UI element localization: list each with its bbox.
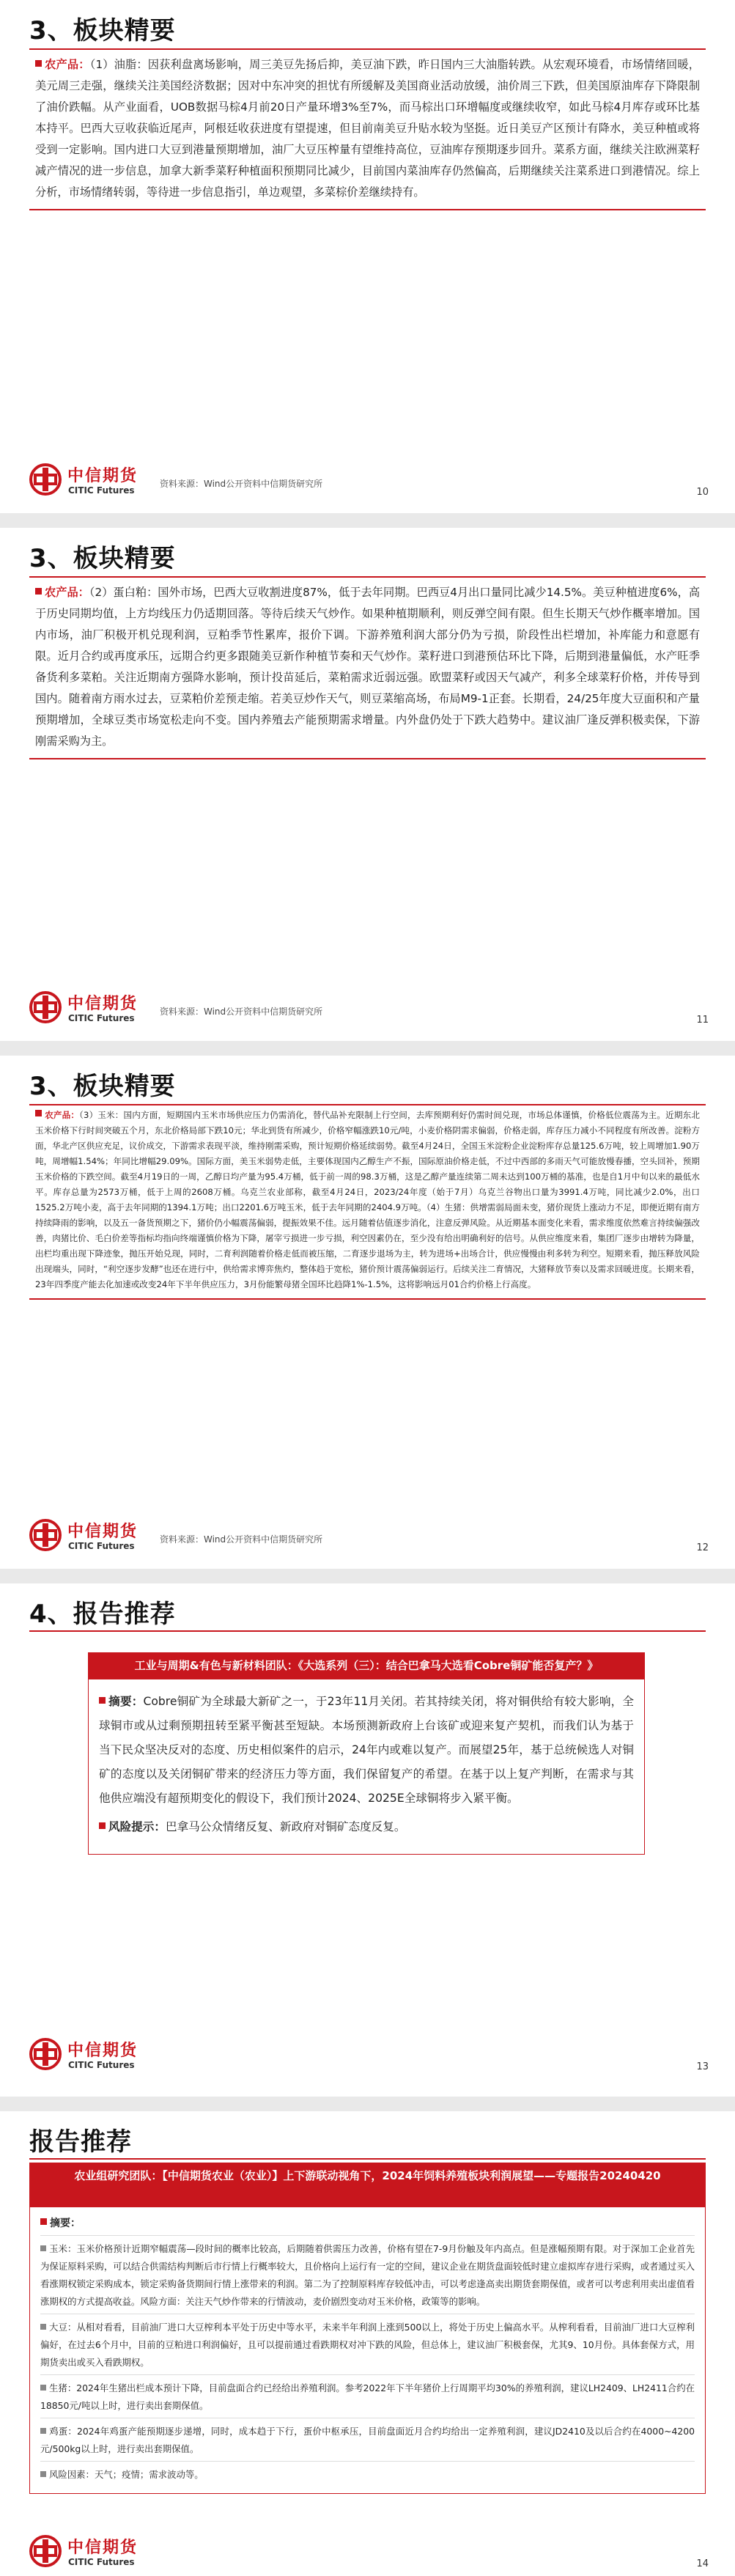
slide-page-14 xyxy=(0,2111,735,2576)
content-label: 农产品： xyxy=(45,1110,80,1120)
brand-name-en: CITIC Futures xyxy=(68,2060,135,2070)
risk-text: 巴拿马公众情绪反复、新政府对铜矿态度反复。 xyxy=(165,1820,406,1833)
bullet-square-icon xyxy=(35,1110,42,1116)
report-banner: 工业与周期&有色与新材料团队：《大选系列（三）：结合巴拿马大选看Cobre铜矿能否复产？》 xyxy=(88,1652,645,1679)
content-paragraph xyxy=(35,582,700,752)
brand-name-en: CITIC Futures xyxy=(68,1541,135,1551)
brand-name-en: CITIC Futures xyxy=(68,1013,135,1023)
summary-label: 摘要： xyxy=(50,2218,81,2229)
page-footer xyxy=(0,1515,735,1561)
list-item xyxy=(40,2466,695,2484)
summary-text: Cobre铜矿为全球最大新矿之一，于23年11月关闭。若其持续关闭，将对铜供给有较大影响，全球铜市或从过剩预期扭转至紧平衡甚至短缺。本场预测新政府上台该矿或迎来复产契机，而我们认为基于当下民众坚决反对的态度、历史相似案件的启示，24年内或难以复产。而展望25年，基于总统候选人对铜矿的态度以及关闭铜矿带来的经济压力等方面，我们保留复产的希望。在基于以上复产判断，在需求与其他供应端没有超预期变化的假设下，我们预计2024、2025E全球铜将步入紧平衡。 xyxy=(99,1695,634,1805)
page-title: 3、板块精要 xyxy=(29,544,176,573)
item-text: 2024年生猪出栏成本预计下降，目前盘面合约已经给出养殖利润。参考2022年下半年猪价上行周期平均30%的养殖利润，建议LH2409、LH2411合约在18850元/吨以上时，进行卖出套期保值。 xyxy=(40,2382,695,2411)
page-number: 12 xyxy=(696,1542,709,1553)
citic-logo-icon xyxy=(29,2535,62,2567)
bullet-square-icon xyxy=(40,2324,46,2330)
item-text: 2024年鸡蛋产能预期逐步递增，同时，成本趋于下行，蛋价中枢承压，目前盘面近月合约均给出一定养殖利润，建议JD2410及以后合约在4000~4200元/500kg以上时，进行卖出套期保值。 xyxy=(40,2426,695,2454)
citic-logo-icon xyxy=(29,1519,62,1551)
page-number: 11 xyxy=(696,1015,709,1026)
bullet-square-icon xyxy=(99,1697,106,1704)
slide-page-12 xyxy=(0,1056,735,1569)
page-number: 10 xyxy=(696,487,709,498)
bullet-square-icon xyxy=(40,2471,46,2477)
risk-label: 风险提示： xyxy=(108,1820,166,1833)
page-title: 报告推荐 xyxy=(29,2127,132,2157)
item-label: 鸡蛋： xyxy=(49,2426,77,2437)
source-note: 资料来源：Wind公开资料中信期货研究所 xyxy=(160,479,323,489)
item-text: 玉米价格预计近期窄幅震荡—段时间的概率比较高，后期随着供需压力改善，价格有望在7-9月份触及年内高点。但是涨幅预期有限。对于深加工企业首先为保证原料采购，可以结合供需结构判断后市行情上行概率较大，且价格向上运行有一定的空间，建议企业在期货盘面较低时建立虚拟库存进行采购，或者通过买入看涨期权锁定采购成本，锁定采购备货期间行情上涨带来的利润。第二为了控制原料库存较低冲击，可以考虑逢高卖出期货套期保值，或者可以考虑利用卖出虚值看涨期权的方式提高收益。风险方面：关注天气炒作带来的行情波动，麦价剧烈变动对玉米价格，政策等的影响。 xyxy=(40,2243,695,2307)
summary-paragraph xyxy=(99,1690,634,1811)
slide-page-13 xyxy=(0,1583,735,2097)
brand-name: 中信期货 xyxy=(67,1522,138,1541)
source-note: 资料来源：Wind公开资料中信期货研究所 xyxy=(160,1007,323,1017)
content-box xyxy=(29,576,706,759)
bullet-square-icon xyxy=(40,2245,46,2251)
page-title: 3、板块精要 xyxy=(29,1072,176,1101)
item-text: 天气；疫情；需求波动等。 xyxy=(94,2469,204,2480)
page-title: 3、板块精要 xyxy=(29,16,176,45)
list-item xyxy=(40,2240,695,2311)
slide-page-10 xyxy=(0,0,735,513)
content-text: （1）油脂：因获利盘离场影响，周三美豆先扬后抑，美豆油下跌，昨日国内三大油脂转跌。从宏观环境看，市场情绪回暖，美元周三走强，继续关注美国经济数据；因对中东冲突的担忧有所缓解及美国商业活动放缓，油价周三下跌，但美国原油库存下降限制了油价跌幅。从产业面看，UOB数据马棕4月前20日产量环增3%至7%，而马棕出口环增幅度或继续收窄，如此马棕4月库存或环比基本持平。巴西大豆收获临近尾声，阿根廷收获进度有望提速，但目前南美豆升贴水较为坚挺。近日美豆产区预计有降水，美豆种植或将受到一定影响。国内进口大豆到港量预期增加，油厂大豆压榨量有望维持高位，豆油库存预期逐步回升。菜系方面，继续关注欧洲菜籽减产情况的进一步信息，加拿大新季菜籽种植面积预期同比减少，目前国内菜油库存仍然偏高，后期继续关注菜系进口到港情况。综上分析，市场情绪转弱，等待进一步信息指引，单边观望，多菜棕价差继续持有。 xyxy=(35,58,700,199)
page-footer xyxy=(0,987,735,1034)
citic-logo-icon xyxy=(29,991,62,1023)
content-paragraph xyxy=(35,54,700,203)
bullet-square-icon xyxy=(40,2385,46,2391)
citic-logo-icon xyxy=(29,2038,62,2070)
page-number: 14 xyxy=(696,2558,709,2569)
brand-name: 中信期货 xyxy=(67,466,138,485)
page-gap xyxy=(0,513,735,528)
item-text: 从相对看看，目前油厂进口大豆榨利本平处于历史中等水平，未来半年利润上涨到500以上，将处于历史上偏高水平。从榨利看看，目前油厂进口大豆榨利偏好，在过去6个月中，目前的豆粕进口利润偏好，且可以提前通过看跌期权对冲下跌的风险，但总体上，建议油厂积极套保，尤其9、10月份。具体套保方式，用期货卖出或买入看跌期权。 xyxy=(40,2322,695,2368)
title-rule xyxy=(29,2158,706,2160)
brand-name: 中信期货 xyxy=(67,2041,138,2060)
bullet-square-icon xyxy=(35,60,42,67)
item-label: 生猪： xyxy=(49,2382,77,2393)
risk-paragraph xyxy=(99,1815,634,1839)
page-gap xyxy=(0,2097,735,2111)
content-box xyxy=(29,1104,706,1300)
content-box xyxy=(29,48,706,210)
report-banner: 农业组研究团队：【中信期货农业（农业）】上下游联动视角下，2024年饲料养殖板块利润展望——专题报告20240420 xyxy=(29,2163,706,2207)
page-title: 4、报告推荐 xyxy=(29,1600,176,1629)
report-box xyxy=(29,2207,706,2494)
brand-name-en: CITIC Futures xyxy=(68,485,135,496)
source-note: 资料来源：Wind公开资料中信期货研究所 xyxy=(160,1534,323,1545)
divider xyxy=(40,2461,695,2462)
content-label: 农产品： xyxy=(45,586,89,599)
brand-name: 中信期货 xyxy=(67,994,138,1013)
page-footer xyxy=(0,459,735,506)
item-label: 玉米： xyxy=(49,2243,77,2254)
list-item xyxy=(40,2423,695,2458)
brand-name-en: CITIC Futures xyxy=(68,2557,135,2567)
page-footer xyxy=(0,2034,735,2080)
item-label: 大豆： xyxy=(49,2322,77,2333)
citic-logo-icon xyxy=(29,463,62,496)
bullet-square-icon xyxy=(99,1822,106,1829)
brand-name: 中信期货 xyxy=(67,2538,138,2557)
divider xyxy=(40,2374,695,2375)
list-item xyxy=(40,2319,695,2371)
item-label: 风险因素： xyxy=(49,2469,95,2480)
page-gap xyxy=(0,1041,735,1056)
page-footer xyxy=(0,2531,735,2576)
list-item xyxy=(40,2380,695,2415)
title-rule xyxy=(29,1630,706,1632)
report-box xyxy=(88,1679,645,1855)
summary-label: 摘要： xyxy=(108,1695,144,1708)
content-paragraph xyxy=(35,1108,700,1292)
page-number: 13 xyxy=(696,2061,709,2072)
page-gap xyxy=(0,1569,735,1583)
content-label: 农产品： xyxy=(45,58,90,71)
bullet-square-icon xyxy=(40,2218,47,2225)
bullet-square-icon xyxy=(40,2428,46,2434)
divider xyxy=(40,2235,695,2236)
content-text: （2）蛋白粕：国外市场，巴西大豆收割进度87%，低于去年同期。巴西豆4月出口量同比减少14.5%。美豆种植进度6%，高于历史同期均值，上方均线压力仍适期回落。等待后续天气炒作。如果种植期顺利，则反弹空间有限。但生长期天气炒作概率增加。国内市场，油厂积极开机兑现利润，豆粕季节性累库，报价下调。下游养殖利润大部分仍为亏损，阶段性出栏增加，补库能力和意愿有限。近月合约或再度承压，远期合约更多跟随美豆新作种植节奏和天气炒作。菜籽进口到港预估环比下降，后期到港量偏低，水产旺季备货利多菜粕。关注近期南方强降水影响，预计投苗延后，菜粕需求近弱远强。欧盟菜籽或因天气减产，利多全球菜籽价格，并传导到国内。随着南方雨水过去，豆菜粕价差预走缩。若美豆炒作天气，则豆菜缩高场，布局M9-1正套。长期看，24/25年度大豆面积和产量预期增加，全球豆类市场宽松走向不变。国内养殖去产能预期需求增量。内外盘仍处于下跌大趋势中。建议油厂逢反弹积极卖保，下游刚需采购为主。 xyxy=(35,586,701,748)
summary-paragraph xyxy=(40,2215,695,2232)
bullet-square-icon xyxy=(35,588,42,595)
content-text: （3）玉米：国内方面，短期国内玉米市场供应压力仍需消化，替代品补充限制上行空间，去库预期利好仍需时间兑现，市场总体谨慎，价格低位震荡为主。近期东北玉米价格下行时间突破五个月，东北价格局部下跌10元；华北到货有所减少，价格窄幅涨跌10元/吨，小麦价格阴需求偏弱，价格走弱，库存压力减小不同程度有所改善。淀粉方面，华北产区供应充足，议价成交，下游需求表现平淡，维持刚需采购，预计短期价格延续弱势。截至4月24日，全国玉米淀粉企业淀粉库存总量125.6万吨，较上周增加1.90万吨，周增幅1.54%；年同比增幅29.09%。国际方面，美玉米弱势走低，主要体现国内乙醇生产不振，国际原油价格走低，不过中西部的多雨天气可能放慢春播，空头回补，预期玉米价格的下跌空间。截至4月19日的一周，乙醇日均产量为95.4万桶，低于前一周的98.3万桶，这是乙醇产量连续第二周未达到100万桶的基准，也是自1月中旬以来的最低水平。库存总量为2573万桶，低于上周的2608万桶。乌克兰农业部称，截至4月24日，2023/24年度（始于7月）乌克兰谷物出口量为3991.4万吨，同比减少2.0%，出口1525.2万吨小麦，高于去年同期的1394.1万吨；出口2201.6万吨玉米，低于去年同期的2404.9万吨。（4）生猪：供增需弱局面未变，猪价现货上涨动力不足，即便近期有南方持续降雨的影响，以及五一备货预期之下，猪价仍小幅震荡偏弱，提振效果不佳。远月随着估值逐步消化，注意反弹风险。从近期基本面变化来看，需求维度依然难言持续偏强改善，肉猪比价、毛白价差等指标均指向终端谨慎价格为下降，屠宰亏损进一步亏损，利空因素仍在，至少没有给出明确利好的信号。从供应维度来看，集团厂逐步由增转为降量，出栏均重出现下降迹象，抛压开始兑现，同时，二育利润随着价格走低而被压缩，二育逐步退场为主，转为进场+出场合计，供应慢慢由利多转为利空。短期来看，抛压释放风险出现端头，同时，“利空逐步发酵”也还在进行中，供给需求博弈焦灼，整体趋于宽松，猪价预计震荡偏弱运行。后续关注二育情况，大猪释放节奏以及需求回暖进度。长期来看，23年四季度产能去化加速或改变24年下半年供应压力，3月份能繁母猪全国环比趋降1%-1.5%，这将影响远月01合约价格上行高度。 xyxy=(35,1110,700,1289)
slide-page-11 xyxy=(0,528,735,1041)
